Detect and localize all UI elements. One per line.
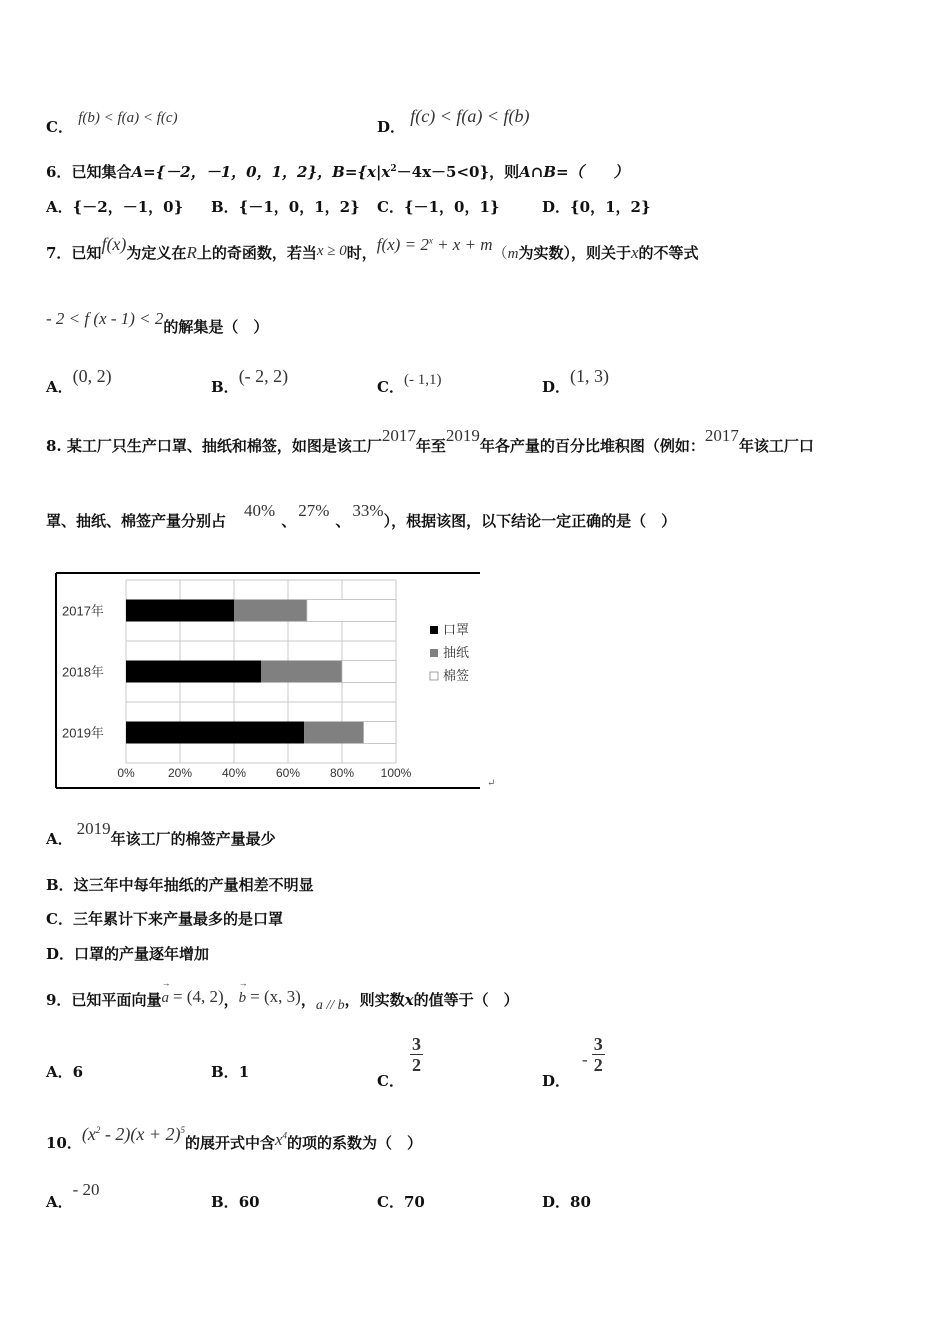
bar-segment [234, 600, 307, 622]
formula-part: + x + m [432, 235, 493, 254]
option-label: A． [46, 830, 73, 848]
option-label: A． [46, 378, 73, 396]
option-label: A． [46, 1193, 73, 1211]
vector-value: = (4, 2) [172, 987, 224, 1006]
superscript: x [428, 235, 433, 246]
percent: 40% [244, 501, 276, 520]
q8-stem [46, 426, 814, 456]
math-expression [82, 1124, 185, 1144]
return-mark-icon: ↵ [487, 778, 496, 789]
option-text: (- 1,1) [403, 372, 442, 388]
q8-option-a [46, 819, 276, 849]
math-x: x [630, 243, 639, 262]
tick-label: 100% [380, 766, 412, 780]
separator: 、 [281, 512, 297, 530]
vector-value: = (x, 3) [250, 987, 301, 1006]
q9-stem [46, 978, 519, 1013]
parallel-condition: a // b [315, 998, 345, 1013]
expr-part: - 2)(x + 2) [100, 1124, 181, 1144]
question-number: 8. 某工厂只生产口罩、抽纸和棉签，如图是该工厂 [46, 437, 382, 455]
q10-text: 的项的系数为（ ） [287, 1134, 423, 1152]
q7-option-a [46, 366, 112, 397]
numerator: 3 [593, 1034, 603, 1054]
math-m: m [507, 246, 519, 262]
option-label: C． [377, 378, 404, 396]
math-condition: x ≥ 0 [316, 243, 347, 259]
option-text: 1 [238, 1063, 250, 1081]
vector-a [161, 978, 171, 1006]
q10-text: 的展开式中含 [184, 1134, 275, 1152]
q9-text: ，则实数 [344, 991, 405, 1009]
math-expression: f(b) < f(a) < f(c) [78, 110, 178, 126]
tick-label: 60% [275, 766, 301, 780]
q7-text: 的解集是（ ） [163, 318, 269, 336]
q8-text: 年该工厂口 [738, 437, 814, 455]
chart-bars [126, 600, 396, 744]
superscript: 5 [180, 1125, 185, 1135]
bar-segment [342, 661, 396, 683]
q6-text: 已知集合 [71, 163, 132, 181]
superscript: 4 [282, 1130, 288, 1141]
tick-label: 20% [167, 766, 193, 780]
math-expression: f(c) < f(a) < f(b) [410, 106, 530, 126]
year: 2019 [76, 819, 111, 838]
option-text: {0，1，2} [570, 198, 651, 216]
denominator: 2 [593, 1055, 603, 1075]
separator: ， [223, 991, 239, 1009]
percent: 33% [352, 501, 384, 520]
q8-option-d: D．口罩的产量逐年增加 [46, 945, 210, 963]
bar-segment [261, 661, 342, 683]
denominator: 2 [411, 1055, 421, 1075]
q7-option-b [211, 366, 289, 397]
legend-label: 抽纸 [443, 645, 470, 660]
option-text: {－1，0，1，2} [238, 198, 360, 216]
q7-text: 为实数），则关于 [518, 244, 631, 262]
q7-stem [46, 234, 699, 263]
formula-part: f(x) = 2 [376, 235, 429, 254]
option-text: 70 [403, 1193, 425, 1211]
question-number: 7．已知 [46, 244, 102, 262]
percent: 27% [298, 501, 330, 520]
option-label: D． [542, 378, 571, 396]
bar-segment [126, 722, 304, 744]
option-label: C． [377, 1193, 404, 1211]
math-x: x [404, 991, 414, 1009]
vector-symbol: a [161, 990, 169, 1006]
option-label: A． [46, 1063, 73, 1081]
tick-label: 40% [221, 766, 247, 780]
q6-option-d [542, 196, 651, 217]
separator: ， [300, 991, 316, 1009]
q8-text: 年至 [415, 437, 446, 455]
fraction [592, 1034, 605, 1075]
option-label: C． [46, 118, 73, 136]
q8-text: ），根据该图，以下结论一定正确的是（ ） [383, 512, 677, 530]
set-b-rest: －4x－5<0}，则 [396, 163, 520, 181]
legend-swatch [430, 626, 438, 634]
chart-legend [430, 622, 469, 683]
q9-option-c [377, 1034, 423, 1090]
option-label: B． [211, 1193, 239, 1211]
q9-option-b [211, 1061, 249, 1082]
option-label: C． [377, 1071, 404, 1090]
q8-option-c: C．三年累计下来产量最多的是口罩 [46, 910, 283, 928]
q8-text: 罩、抽纸、棉签产量分别占 [46, 512, 227, 530]
set-b: B={x|x [332, 163, 391, 181]
math-term [275, 1130, 287, 1149]
math-formula [377, 235, 493, 254]
tick-label: 80% [329, 766, 355, 780]
bar-segment [364, 722, 396, 744]
superscript: 2 [95, 1125, 101, 1135]
q7-text: （ [492, 244, 508, 262]
q5-option-d [377, 106, 530, 137]
option-text: (1, 3) [570, 366, 610, 386]
q10-option-d [542, 1191, 591, 1212]
q7-stem-line2 [46, 309, 269, 337]
option-label: D． [542, 198, 571, 216]
option-text: 80 [570, 1193, 591, 1211]
option-text: (- 2, 2) [238, 366, 289, 386]
option-text: (0, 2) [72, 366, 112, 386]
superscript: 2 [390, 164, 397, 174]
vector-arrow-icon: → [161, 978, 171, 988]
question-number: 9．已知平面向量 [46, 991, 162, 1009]
numerator: 3 [411, 1034, 421, 1054]
separator: 、 [335, 512, 351, 530]
option-label: D． [542, 1071, 571, 1090]
option-text: 60 [238, 1193, 260, 1211]
math-inequality: - 2 < f (x - 1) < 2 [46, 309, 164, 328]
q9-option-a [46, 1061, 83, 1082]
year: 2017 [381, 426, 416, 445]
category-label: 2017年 [62, 603, 104, 619]
q7-text: 时， [346, 244, 377, 262]
math-r: R [186, 243, 197, 262]
stacked-bar-chart [50, 568, 500, 793]
option-label: D． [377, 118, 406, 136]
option-label: D． [542, 1193, 571, 1211]
q10-stem [46, 1124, 423, 1153]
q10-option-b [211, 1191, 260, 1212]
q7-text: 为定义在 [126, 244, 187, 262]
q6-stem [46, 161, 629, 182]
vector-symbol: b [238, 990, 247, 1006]
q7-option-d [542, 366, 610, 397]
option-text: - 20 [72, 1180, 100, 1199]
option-text: 年该工厂的棉签产量最少 [110, 830, 276, 848]
bar-segment [304, 722, 363, 744]
year: 2017 [704, 426, 739, 445]
q5-option-c [46, 110, 178, 137]
option-text: {－1，0，1} [403, 198, 500, 216]
category-label: 2018年 [62, 664, 104, 680]
q6-option-b [211, 196, 360, 217]
option-text: 6 [72, 1063, 84, 1081]
q8-stem-line2 [46, 501, 677, 531]
minus-sign: - [582, 1049, 588, 1069]
term-base: x [275, 1130, 283, 1149]
q7-option-c [377, 372, 442, 397]
math-fx: f(x) [101, 234, 127, 254]
vector-arrow-icon: → [238, 978, 248, 988]
answer-blank: A∩B=（ ） [519, 163, 629, 181]
option-label: C． [377, 198, 404, 216]
option-text: {－2，－1，0} [72, 198, 184, 216]
q10-option-c [377, 1191, 425, 1212]
legend-label: 口罩 [443, 622, 470, 637]
question-number: 10． [46, 1134, 82, 1152]
option-label: A． [46, 198, 73, 216]
question-number: 6． [46, 163, 72, 181]
fraction [410, 1034, 423, 1075]
q6-option-c [377, 196, 500, 217]
legend-label: 棉签 [443, 668, 470, 683]
bar-segment [126, 600, 234, 622]
bar-segment [307, 600, 396, 622]
q8-text: 年各产量的百分比堆积图（例如： [479, 437, 705, 455]
expr-part: (x [81, 1124, 96, 1144]
q9-text: 的值等于（ ） [413, 991, 519, 1009]
q7-text: 上的奇函数，若当 [196, 244, 317, 262]
option-label: B． [211, 378, 239, 396]
q8-option-b: B．这三年中每年抽纸的产量相差不明显 [46, 876, 314, 894]
year: 2019 [445, 426, 480, 445]
set-a: A={－2，－1，0，1，2}， [131, 163, 333, 181]
legend-swatch [430, 672, 438, 680]
option-label: B． [211, 1063, 239, 1081]
vector-b [238, 978, 248, 1006]
legend-swatch [430, 649, 438, 657]
bar-segment [126, 661, 261, 683]
category-label: 2019年 [62, 725, 104, 741]
q10-option-a [46, 1180, 100, 1212]
q7-text: 的不等式 [638, 244, 699, 262]
tick-label: 0% [117, 766, 135, 780]
option-label: B． [211, 198, 239, 216]
q9-option-d [542, 1034, 605, 1090]
q6-option-a [46, 196, 183, 217]
